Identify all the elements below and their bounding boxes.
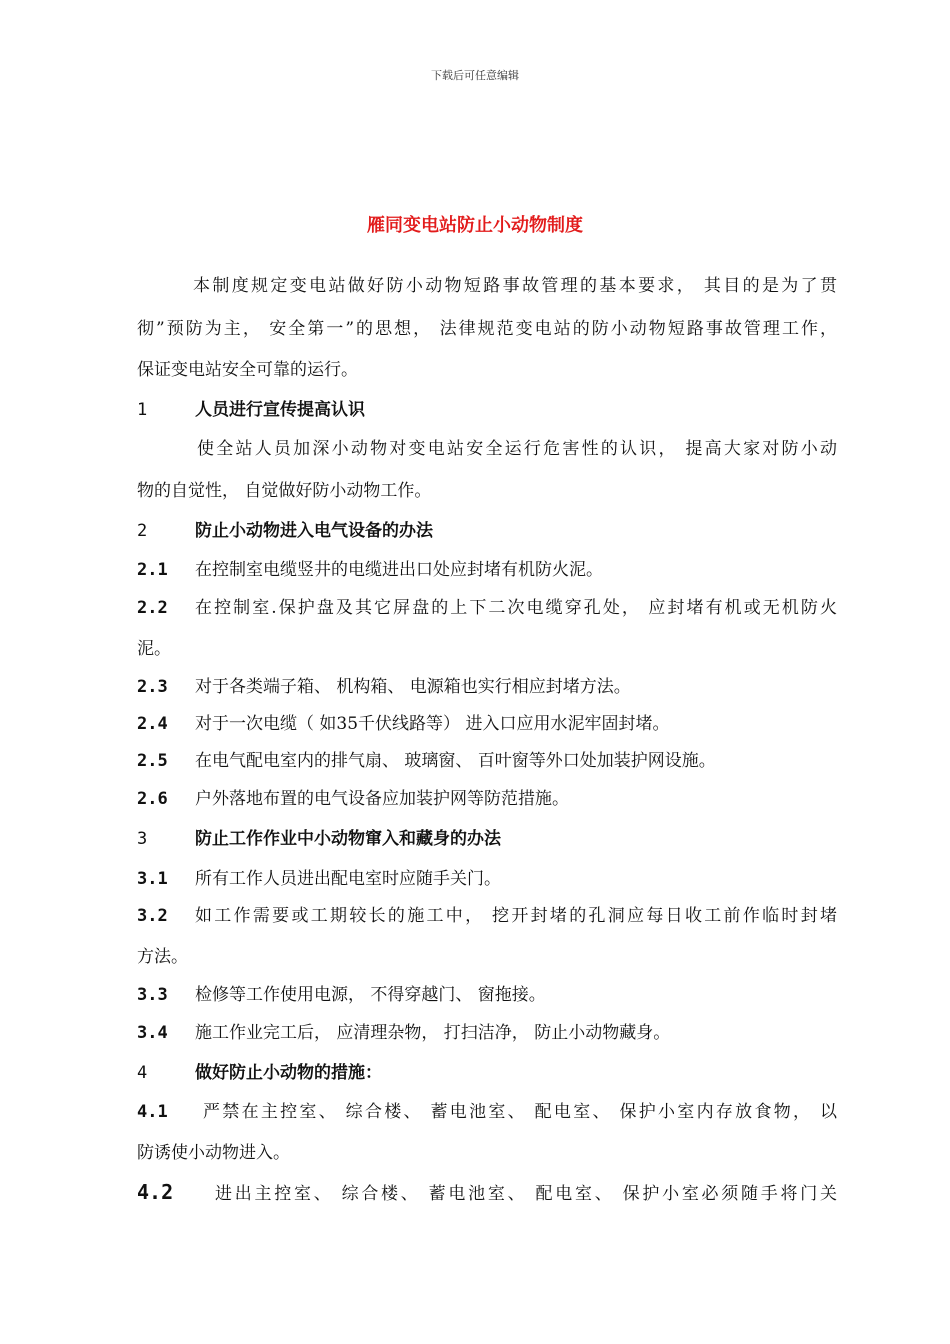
item-text: 所有工作人员进出配电室时应随手关门。: [195, 869, 501, 889]
item-number: 2.1: [137, 560, 168, 580]
intro-line-2: 彻”预防为主， 安全第一”的思想， 法律规范变电站的防小动物短路事故管理工作，: [137, 319, 837, 339]
item-number: 4.2: [137, 1180, 174, 1204]
item-text: 户外落地布置的电气设备应加装护网等防范措施。: [195, 789, 569, 809]
item-number: 2.5: [137, 751, 168, 771]
document-title: 雁同变电站防止小动物制度: [367, 215, 583, 236]
item-continuation: 泥。: [137, 639, 171, 659]
item-text: 在控制室电缆竖井的电缆进出口处应封堵有机防火泥。: [195, 560, 603, 580]
item-text: 严禁在主控室、 综合楼、 蓄电池室、 配电室、 保护小室内存放食物， 以: [203, 1102, 837, 1122]
section-title: 防止小动物进入电气设备的办法: [195, 521, 433, 541]
section-title: 防止工作作业中小动物窜入和藏身的办法: [195, 829, 501, 849]
section-number: 3: [137, 829, 148, 849]
section-title: 人员进行宣传提高认识: [195, 400, 365, 420]
item-text: 对于一次电缆（ 如35千伏线路等） 进入口应用水泥牢固封堵。: [195, 714, 670, 734]
item-continuation: 方法。: [137, 947, 188, 967]
item-continuation: 防诱使小动物进入。: [137, 1143, 290, 1163]
item-text: 对于各类端子箱、 机构箱、 电源箱也实行相应封堵方法。: [195, 677, 631, 697]
item-number: 2.6: [137, 789, 168, 809]
item-number: 2.4: [137, 714, 168, 734]
item-number: 2.3: [137, 677, 168, 697]
item-number: 3.4: [137, 1023, 168, 1043]
item-text: 在电气配电室内的排气扇、 玻璃窗、 百叶窗等外口处加装护网设施。: [195, 751, 716, 771]
intro-line-3: 保证变电站安全可靠的运行。: [137, 360, 358, 380]
item-number: 3.3: [137, 985, 168, 1005]
item-text: 施工作业完工后， 应清理杂物， 打扫洁净， 防止小动物藏身。: [195, 1023, 671, 1043]
item-text: 如工作需要或工期较长的施工中， 挖开封堵的孔洞应每日收工前作临时封堵: [195, 906, 837, 926]
section-body-line: 使全站人员加深小动物对变电站安全运行危害性的认识， 提高大家对防小动: [197, 439, 837, 459]
item-number: 2.2: [137, 598, 168, 618]
item-text: 检修等工作使用电源， 不得穿越门、 窗拖接。: [195, 985, 546, 1005]
intro-line-1: 本制度规定变电站做好防小动物短路事故管理的基本要求， 其目的是为了贯: [193, 276, 837, 296]
page-header: 下载后可任意编辑: [431, 69, 519, 82]
item-number: 3.2: [137, 906, 168, 926]
section-number: 1: [137, 400, 148, 420]
section-title: 做好防止小动物的措施：: [195, 1063, 382, 1083]
section-body-line: 物的自觉性， 自觉做好防小动物工作。: [137, 481, 432, 501]
item-number: 4.1: [137, 1102, 168, 1122]
item-text: 在控制室.保护盘及其它屏盘的上下二次电缆穿孔处， 应封堵有机或无机防火: [195, 598, 837, 618]
item-number: 3.1: [137, 869, 168, 889]
section-number: 2: [137, 521, 148, 541]
item-text: 进出主控室、 综合楼、 蓄电池室、 配电室、 保护小室必须随手将门关: [215, 1184, 837, 1204]
section-number: 4: [137, 1063, 148, 1083]
